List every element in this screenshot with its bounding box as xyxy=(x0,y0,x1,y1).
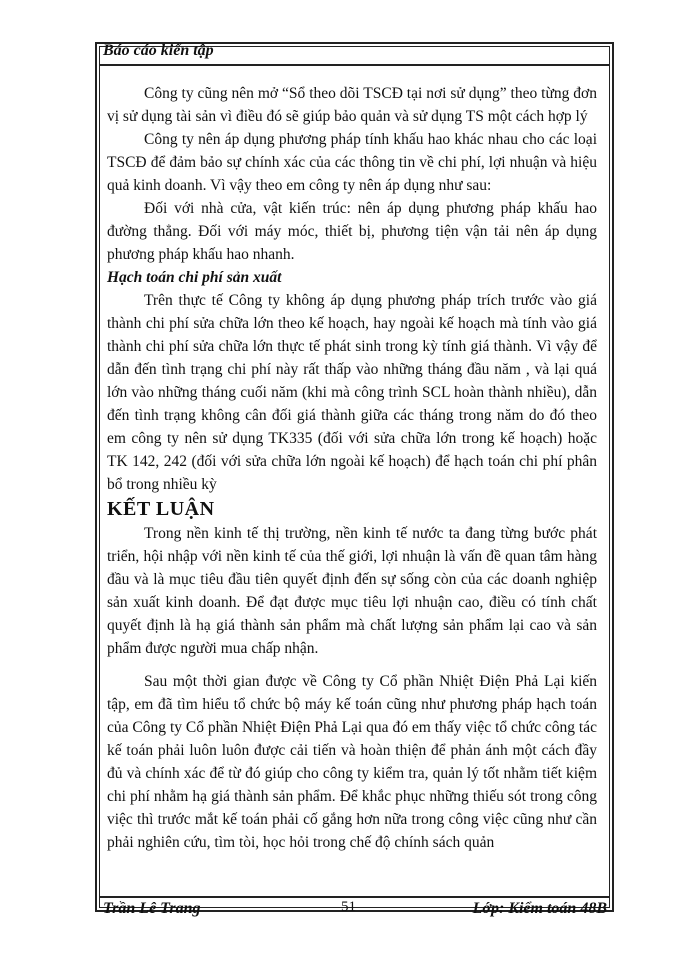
page-number: 51 xyxy=(341,899,356,915)
section-heading: Hạch toán chi phí sản xuất xyxy=(107,269,282,286)
header-title: Báo cáo kiến tập xyxy=(103,42,214,59)
paragraph-2: Công ty nên áp dụng phương pháp tính khấu hao khác nhau cho các loại TSCĐ để đảm bảo sự chính xác của các thông tin về chi phí, lợi nhuận và hiệu quả kinh doanh. Vì vậy theo em công ty nên áp dụng như sau: xyxy=(107,131,597,194)
conclusion-title: KẾT LUẬN xyxy=(107,498,215,520)
paragraph-4: Trên thực tế Công ty không áp dụng phương pháp trích trước vào giá thành chi phí sửa chữa lớn theo kế hoạch, hay ngoài kế hoạch mà tính vào giá thành chi phí sửa chữa lớn thực tế phát sinh trong kỳ tính giá thành. Vì vậy để dẫn đến tình trạng chi phí này rất thấp vào những tháng đầu năm , và lại quá lớn vào những tháng cuối năm (khi mà công trình SCL hoàn thành nhiều), dẫn đến tình trạng không cân đối giá thành giữa các tháng trong năm do đó theo em công ty nên sử dụng TK335 (đối với sửa chữa lớn trong kế hoạch) hoặc TK 142, 242 (đối với sửa chữa lớn ngoài kế hoạch) để hạch toán chi phí phân bổ trong nhiều kỳ xyxy=(107,292,597,493)
paragraph-1: Công ty cũng nên mở “Sổ theo dõi TSCĐ tại nơi sử dụng” theo từng đơn vị sử dụng tài sản vì điều đó sẽ giúp bảo quản và sử dụng TS một cách hợp lý xyxy=(107,85,597,125)
footer-class: Lớp: Kiểm toán 48B xyxy=(472,900,607,917)
paragraph-3: Đối với nhà cửa, vật kiến trúc: nên áp dụng phương pháp khấu hao đường thẳng. Đối với máy móc, thiết bị, phương tiện vận tải nên áp dụng phương pháp khấu hao nhanh. xyxy=(107,200,597,263)
paragraph-6: Sau một thời gian được về Công ty Cổ phần Nhiệt Điện Phả Lại kiến tập, em đã tìm hiểu tổ chức bộ máy kế toán cũng như phương pháp hạch toán của Công ty Cổ phần Nhiệt Điện Phả Lại qua đó em thấy việc tổ chức công tác kế toán phải luôn luôn được cải tiến và hoàn thiện để phản ánh một cách đầy đủ và chính xác để từ đó giúp cho công ty kiểm tra, quản lý tốt nhằm tiết kiệm chi phí nhằm hạ giá thành sản phẩm. Để khắc phục những thiếu sót trong công việc thì trước mắt kế toán phải cố gắng hơn nữa trong công việc cũng như cần phải nghiên cứu, tìm tòi, học hỏi trong chế độ chính sách quản xyxy=(107,673,597,851)
header-rule xyxy=(99,64,610,66)
paragraph-5: Trong nền kinh tế thị trường, nền kinh tế nước ta đang từng bước phát triển, hội nhập với nền kinh tế của thế giới, lợi nhuận là vấn đề quan tâm hàng đầu và là mục tiêu đầu tiên quyết định đến sự sống còn của các doanh nghiệp sản xuất kinh doanh. Để đạt được mục tiêu lợi nhuận cao, điều có tính chất quyết định là hạ giá thành sản phẩm mà chất lượng sản phẩm lại cao và sản phẩm được người mua chấp nhận. xyxy=(107,525,597,657)
footer-rule xyxy=(99,896,610,898)
document-body xyxy=(107,82,597,854)
footer-author: Trần Lê Trang xyxy=(103,900,201,917)
